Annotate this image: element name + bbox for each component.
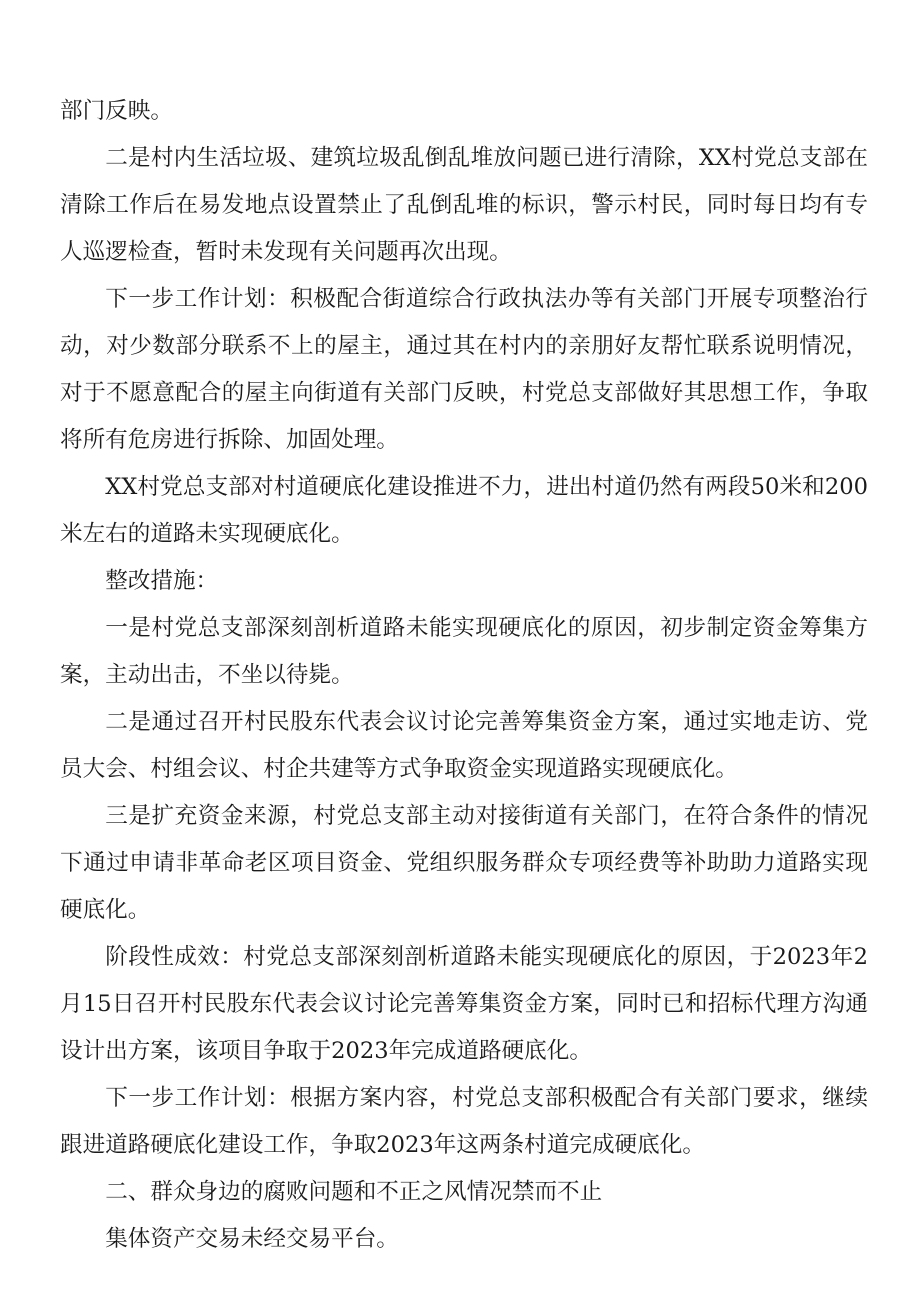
paragraph-1: 部门反映。 (60, 98, 173, 124)
paragraph-6: 一是村党总支部深刻剖析道路未能实现硬底化的原因，初步制定资金筹集方案，主动出击，不坐以待毙。 (60, 615, 868, 688)
paragraph-5: 整改措施： (105, 568, 219, 594)
paragraph-10: 下一步工作计划：根据方案内容，村党总支部积极配合有关部门要求，继续跟进道路硬底化建设工作，争取2023年这两条村道完成硬底化。 (60, 1085, 868, 1158)
paragraph-7: 二是通过召开村民股东代表会议讨论完善筹集资金方案，通过实地走访、党员大会、村组会议、村企共建等方式争取资金实现道路实现硬底化。 (60, 709, 868, 782)
paragraph-9: 阶段性成效：村党总支部深刻剖析道路未能实现硬底化的原因，于2023年2月15日召开村民股东代表会议讨论完善筹集资金方案，同时已和招标代理方沟通设计出方案，该项目争取于2023年完成道路硬底化。 (60, 944, 868, 1064)
paragraph-3: 下一步工作计划：积极配合街道综合行政执法办等有关部门开展专项整治行动，对少数部分联系不上的屋主，通过其在村内的亲朋好友帮忙联系说明情况，对于不愿意配合的屋主向街道有关部门反映，村党总支部做好其思想工作，争取将所有危房进行拆除、加固处理。 (60, 286, 868, 453)
paragraph-4: XX村党总支部对村道硬底化建设推进不力，进出村道仍然有两段50米和200米左右的道路未实现硬底化。 (60, 474, 868, 547)
paragraph-8: 三是扩充资金来源，村党总支部主动对接街道有关部门，在符合条件的情况下通过申请非革命老区项目资金、党组织服务群众专项经费等补助助力道路实现硬底化。 (60, 803, 868, 923)
paragraph-12: 集体资产交易未经交易平台。 (105, 1226, 399, 1252)
document-body (60, 88, 868, 1263)
section-heading: 二、群众身边的腐败问题和不正之风情况禁而不止 (105, 1179, 603, 1205)
paragraph-2: 二是村内生活垃圾、建筑垃圾乱倒乱堆放问题已进行清除，XX村党总支部在清除工作后在易发地点设置禁止了乱倒乱堆的标识，警示村民，同时每日均有专人巡逻检查，暂时未发现有关问题再次出现。 (60, 145, 868, 265)
